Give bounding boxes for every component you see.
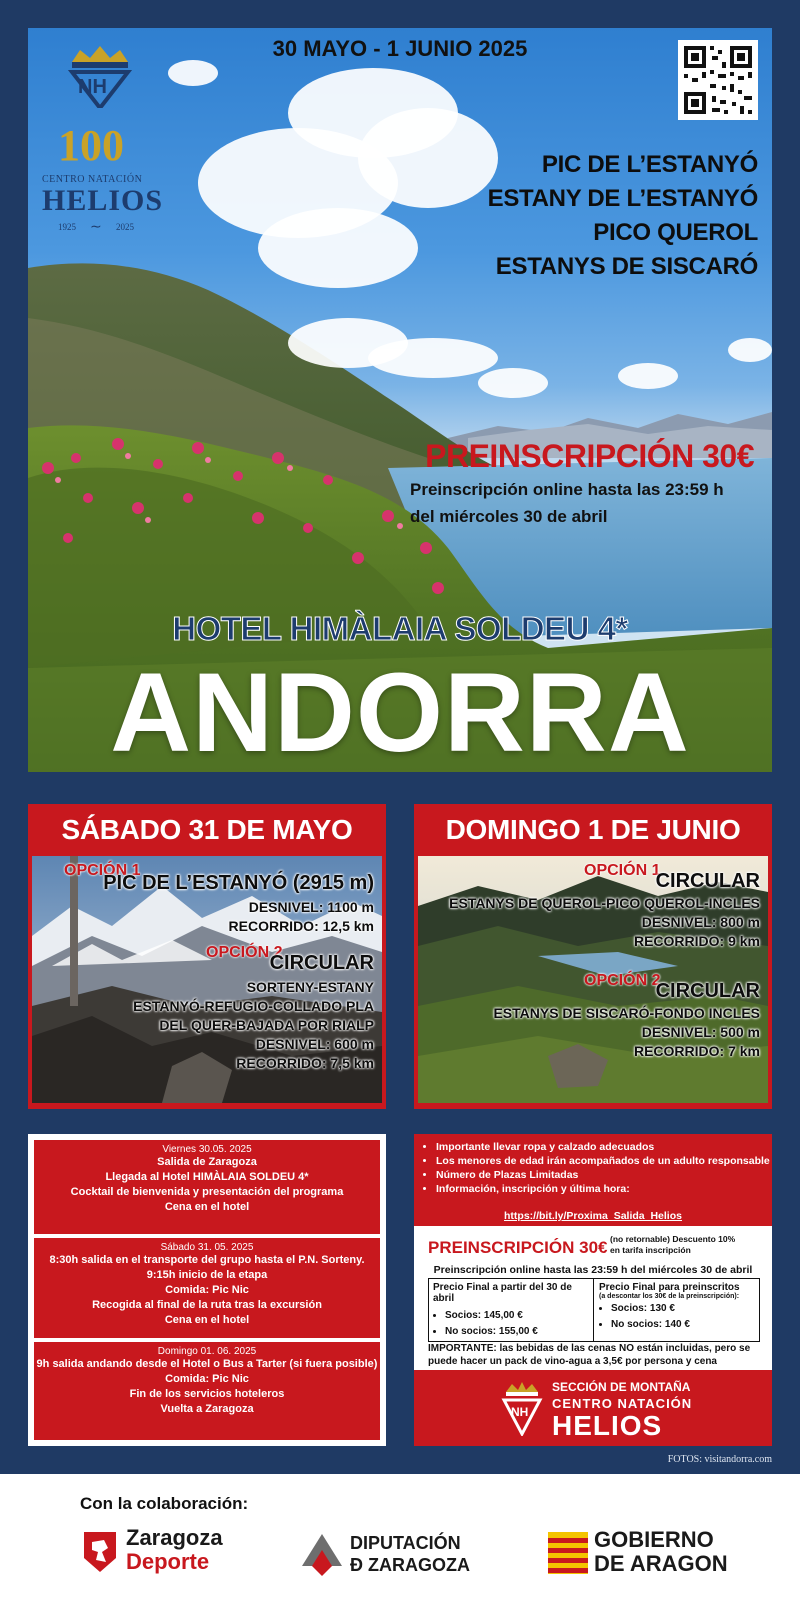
sponsor-line: DIPUTACIÓN bbox=[350, 1533, 461, 1553]
section-name: HELIOS bbox=[552, 1410, 663, 1441]
saturday-photo bbox=[32, 856, 382, 1103]
itinerary-panel bbox=[28, 1134, 386, 1446]
itinerary-line: Cena en el hotel bbox=[164, 1201, 250, 1213]
logo-number: 100 bbox=[58, 121, 124, 170]
preinscription-deadline bbox=[410, 476, 724, 530]
itinerary-line: Fin de los servicios hoteleros bbox=[129, 1388, 285, 1400]
peak-list bbox=[488, 148, 758, 284]
detail-line: ESTANYS DE QUEROL-PICO QUEROL-INCLES bbox=[449, 895, 760, 911]
price-header: Precio Final para preinscritos bbox=[599, 1282, 740, 1293]
preinscription-price-title: PREINSCRIPCIÓN 30€ bbox=[428, 1238, 608, 1257]
preinscription-title: PREINSCRIPCIÓN 30€ bbox=[425, 438, 754, 474]
saturday-option2-title: CIRCULAR bbox=[269, 952, 374, 974]
logo-club-top: CENTRO NATACIÓN bbox=[42, 174, 143, 185]
collaboration-label: Con la colaboración: bbox=[80, 1494, 249, 1513]
hero-banner bbox=[28, 28, 772, 772]
note-line: (no retornable) Descuento 10% bbox=[610, 1234, 736, 1244]
event-dates: 30 MAYO - 1 JUNIO 2025 bbox=[272, 36, 528, 61]
itinerary-line: Salida de Zaragoza bbox=[157, 1156, 257, 1168]
detail-line: DESNIVEL: 600 m bbox=[255, 1036, 374, 1052]
saturday-option1-title: PIC DE L’ESTANYÓ (2915 m) bbox=[103, 872, 374, 894]
itinerary-line: 9h salida andando desde el Hotel o Bus a Tarter (si fuera posible) bbox=[36, 1358, 378, 1370]
saturday-option2-label: OPCIÓN 2 bbox=[206, 944, 283, 961]
peak-item: ESTANYS DE SISCARÓ bbox=[495, 253, 758, 280]
section-title: SECCIÓN DE MONTAÑA bbox=[552, 1380, 691, 1394]
itinerary-day bbox=[34, 1342, 380, 1440]
itinerary-date: Sábado 31. 05. 2025 bbox=[160, 1242, 254, 1253]
detail-line: ESTANYS DE SISCARÓ-FONDO INCLES bbox=[493, 1005, 760, 1021]
price-table bbox=[428, 1278, 760, 1342]
preinscription-price-note bbox=[610, 1234, 770, 1256]
itinerary-line: 9:15h inicio de la etapa bbox=[146, 1269, 268, 1281]
sponsors-footer bbox=[0, 1474, 800, 1600]
sunday-option2-label: OPCIÓN 2 bbox=[584, 972, 661, 989]
saturday-option1-details bbox=[229, 898, 374, 936]
club-shield-icon bbox=[500, 1380, 544, 1436]
detail-line: RECORRIDO: 9 km bbox=[633, 933, 760, 949]
detail-line: SORTENY-ESTANY bbox=[246, 979, 374, 995]
tilde-icon: ∼ bbox=[90, 218, 102, 234]
itinerary-line: Recogida al final de la ruta tras la excursión bbox=[92, 1299, 322, 1311]
preinscription-deadline-line: Preinscripción online hasta las 23:59 h bbox=[410, 480, 724, 499]
info-notes bbox=[414, 1134, 772, 1226]
price-item: • No socios: 155,00 € bbox=[445, 1324, 593, 1340]
saturday-option2-details bbox=[133, 978, 374, 1073]
itinerary-line: Comida: Pic Nic bbox=[165, 1284, 249, 1296]
itinerary-line: Comida: Pic Nic bbox=[165, 1373, 249, 1385]
detail-line: DESNIVEL: 1100 m bbox=[248, 899, 374, 915]
sunday-card bbox=[414, 804, 772, 1109]
logo-initials: NH bbox=[78, 76, 107, 98]
saturday-option1-label: OPCIÓN 1 bbox=[64, 862, 141, 879]
detail-line: DESNIVEL: 800 m bbox=[641, 914, 760, 930]
itinerary-line: Vuelta a Zaragoza bbox=[160, 1403, 254, 1415]
section-club: CENTRO NATACIÓN bbox=[552, 1396, 693, 1411]
svg-text:NH: NH bbox=[511, 1405, 529, 1419]
sunday-option1-details bbox=[449, 894, 760, 951]
diputacion-triangle-icon bbox=[300, 1532, 344, 1576]
club-anniversary-logo bbox=[36, 44, 162, 244]
peak-item: ESTANY DE L’ESTANYÓ bbox=[487, 185, 758, 212]
info-bullet: • Los menores de edad irán acompañados de un adulto responsable bbox=[436, 1154, 772, 1168]
logo-year-end: 2025 bbox=[116, 222, 134, 232]
itinerary-date: Domingo 01. 06. 2025 bbox=[157, 1346, 257, 1357]
sponsor-gobierno-aragon bbox=[594, 1528, 728, 1576]
registration-link[interactable]: https://bit.ly/Proxima_Salida_Helios bbox=[504, 1210, 682, 1222]
sunday-option2-details bbox=[493, 1004, 760, 1061]
sponsor-line: Zaragoza bbox=[126, 1525, 223, 1550]
price-item: • No socios: 140 € bbox=[611, 1317, 759, 1333]
sponsor-zaragoza-deporte bbox=[126, 1526, 223, 1574]
photo-credit: FOTOS: visitandorra.com bbox=[667, 1454, 772, 1465]
detail-line: RECORRIDO: 7,5 km bbox=[236, 1055, 374, 1071]
sponsor-line: GOBIERNO bbox=[594, 1527, 714, 1552]
peak-item: PIC DE L’ESTANYÓ bbox=[541, 151, 758, 178]
peak-item: PICO QUEROL bbox=[593, 219, 758, 246]
sponsor-diputacion-zaragoza bbox=[350, 1532, 470, 1576]
sunday-option1-label: OPCIÓN 1 bbox=[584, 862, 661, 879]
price-item: • Socios: 130 € bbox=[611, 1301, 759, 1317]
qr-code-icon[interactable] bbox=[678, 40, 758, 120]
info-bullet: • Número de Plazas Limitadas bbox=[436, 1168, 772, 1182]
detail-line: DESNIVEL: 500 m bbox=[641, 1024, 760, 1040]
zaragoza-lion-icon bbox=[82, 1530, 118, 1574]
sunday-photo bbox=[418, 856, 768, 1103]
detail-line: RECORRIDO: 12,5 km bbox=[228, 918, 374, 934]
info-panel bbox=[414, 1134, 772, 1446]
itinerary-line: 8:30h salida en el transporte del grupo hasta el P.N. Sorteny. bbox=[49, 1254, 365, 1266]
logo-year-start: 1925 bbox=[58, 222, 76, 232]
important-note: IMPORTANTE: las bebidas de las cenas NO están incluidas, pero se puede hacer un pack de vino-agua a 3,5€ por persona y cena bbox=[428, 1343, 751, 1367]
info-bullet: • Importante llevar ropa y calzado adecuados bbox=[436, 1140, 772, 1154]
hotel-name: HOTEL HIMÀLAIA SOLDEU 4* bbox=[172, 610, 628, 647]
mountain-section-banner bbox=[414, 1370, 772, 1446]
itinerary-day bbox=[34, 1238, 380, 1338]
itinerary-line: Llegada al Hotel HIMÀLAIA SOLDEU 4* bbox=[105, 1171, 309, 1183]
itinerary-date: Viernes 30.05. 2025 bbox=[162, 1144, 252, 1155]
itinerary-line: Cocktail de bienvenida y presentación del programa bbox=[70, 1186, 344, 1198]
aragon-flag-icon bbox=[548, 1532, 588, 1574]
info-bullet: • Información, inscripción y última hora: bbox=[436, 1182, 772, 1196]
sponsor-line: Deporte bbox=[126, 1549, 210, 1574]
preinscription-price-deadline: Preinscripción online hasta las 23:59 h del miércoles 30 de abril bbox=[433, 1264, 753, 1276]
price-column-general bbox=[429, 1279, 594, 1341]
note-line: en tarifa inscripción bbox=[610, 1245, 691, 1255]
sunday-option2-title: CIRCULAR bbox=[655, 980, 760, 1002]
price-header: Precio Final a partir del 30 de abril bbox=[433, 1282, 572, 1304]
sponsor-line: DE ARAGON bbox=[594, 1551, 728, 1576]
price-column-preinscribed bbox=[595, 1279, 759, 1341]
detail-line: RECORRIDO: 7 km bbox=[633, 1043, 760, 1059]
sunday-title: DOMINGO 1 DE JUNIO bbox=[445, 814, 741, 845]
detail-line: DEL QUER-BAJADA POR RIALP bbox=[159, 1017, 374, 1033]
destination-title: ANDORRA bbox=[110, 650, 690, 772]
sponsor-line: Ð ZARAGOZA bbox=[350, 1555, 470, 1575]
sunday-option1-title: CIRCULAR bbox=[655, 870, 760, 892]
detail-line: ESTANYÓ-REFUGIO-COLLADO PLA bbox=[133, 998, 374, 1014]
logo-club-name: HELIOS bbox=[42, 184, 164, 217]
saturday-title: SÁBADO 31 DE MAYO bbox=[61, 814, 353, 845]
price-note: (a descontar los 30€ de la preinscripción): bbox=[599, 1293, 740, 1300]
info-bullet-list bbox=[414, 1140, 772, 1196]
itinerary-line: Cena en el hotel bbox=[164, 1314, 250, 1326]
price-item: • Socios: 145,00 € bbox=[445, 1308, 593, 1324]
itinerary-day bbox=[34, 1140, 380, 1234]
preinscription-deadline-line: del miércoles 30 de abril bbox=[410, 507, 608, 526]
saturday-card bbox=[28, 804, 386, 1109]
